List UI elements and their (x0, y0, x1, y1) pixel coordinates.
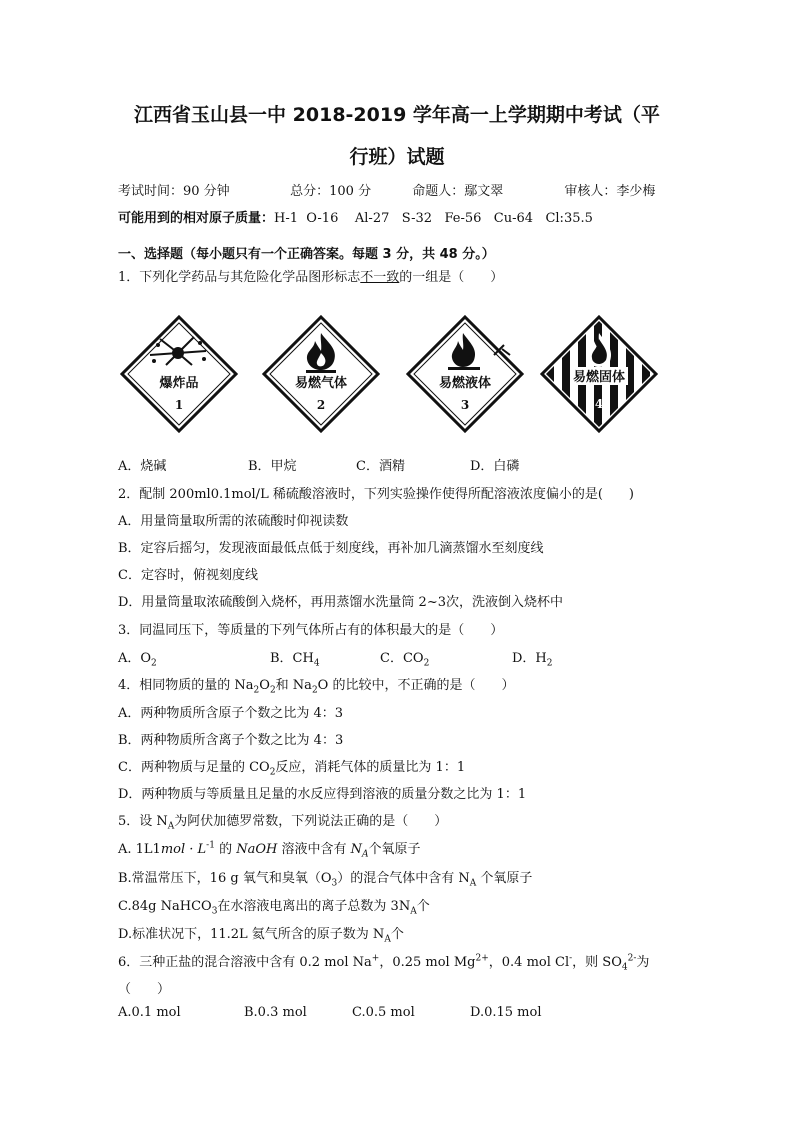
exam-meta (118, 180, 655, 199)
q4-stem: 4．相同物质的量的 $Na_2O_2$和 $Na_2O$ 的比较中，不正确的是（ ） (118, 678, 515, 696)
sign-number: 2 (316, 398, 326, 412)
exam-author: 命题人：鄢文翠 (412, 184, 504, 199)
sign-number: 1 (174, 398, 184, 412)
q2-option-c: C．定容时，俯视刻度线 (118, 568, 258, 583)
atomic-mass-label: 可能用到的相对原子质量： (118, 211, 275, 226)
exam-reviewer: 审核人：李少梅 (564, 184, 656, 199)
q5-option-d: D.标准状况下，11.2L 氦气所含的原子数为 $N_A$个 (118, 927, 404, 945)
exam-score: 总分：100 分 (290, 184, 372, 199)
q4-option-c: C．两种物质与足量的 $CO_2$反应，消耗气体的质量比为 1：1 (118, 760, 466, 778)
q4-option-a: A．两种物质所含原子个数之比为 4：3 (118, 706, 344, 721)
q2-option-a: A．用量筒量取所需的浓硫酸时仰视读数 (118, 514, 349, 529)
q1-underline: 不一致 (360, 270, 400, 285)
q6-option-b: B.0.3 mol (244, 1005, 307, 1020)
q3-stem: 3．同温同压下，等质量的下列气体所占有的体积最大的是（ ） (118, 623, 504, 638)
q5-option-c: C.84g NaHCO$_3$在水溶液电离出的离子总数为 $3N_A$个 (118, 899, 430, 917)
q1-option-d: D．白磷 (470, 459, 520, 474)
q3-option-b: B．$CH_4$ (270, 651, 320, 669)
q4-option-d: D．两种物质与等质量且足量的水反应得到溶液的质量分数之比为 1：1 (118, 787, 527, 802)
q1-option-b: B．甲烷 (248, 459, 297, 474)
flammable-solid-sign (540, 315, 658, 433)
sign-label: 易燃液体 (438, 376, 491, 391)
hazard-signs (120, 315, 660, 425)
title-line-1: 江西省玉山县一中 2018-2019 学年高一上学期期中考试（平 (134, 104, 660, 126)
q2-option-b: B．定容后摇匀，发现液面最低点低于刻度线，再补加几滴蒸馏水至刻度线 (118, 541, 544, 556)
q5-stem: 5．设 $N_A$为阿伏加德罗常数，下列说法正确的是（ ） (118, 814, 448, 832)
q6-option-c: C.0.5 mol (352, 1005, 415, 1020)
q1-option-a: A．烧碱 (118, 459, 167, 474)
q1-option-c: C．酒精 (356, 459, 405, 474)
sign-label: 爆炸品 (159, 376, 199, 391)
atomic-mass-line (118, 207, 593, 226)
q1-stem: 1．下列化学药品与其危险化学品图形标志不一致的一组是（ ） (118, 270, 504, 285)
section-heading: 一、选择题（每小题只有一个正确答案。每题 3 分，共 48 分。） (118, 247, 495, 262)
q6-option-a: A.0.1 mol (118, 1005, 181, 1020)
q5-option-b: B.常温常压下，16 g 氧气和臭氧$(O_3)$的混合气体中含有 $N_A$ 个氧原子 (118, 871, 533, 889)
q5-option-a: A. $1L1mol \cdot L^{-1}$ 的 NaOH 溶液中含有 $N_A$个氧原子 (118, 840, 421, 860)
q3-option-a: A．$O_2$ (118, 651, 157, 669)
sign-label: 易燃气体 (294, 376, 347, 391)
flammable-gas-sign (262, 315, 380, 433)
q6-paren: （ ） (118, 982, 171, 997)
q6-option-d: D.0.15 mol (470, 1005, 542, 1020)
sign-label: 易燃固体 (572, 370, 625, 385)
q6-stem: 6．三种正盐的混合溶液中含有 0.2 mol Na+，0.25 mol $Mg^{2+}$，0.4 mol Cl-，则 $SO_4^{2-}$为 (118, 953, 650, 973)
atomic-mass-values: H-1 O-16 Al-27 S-32 Fe-56 Cu-64 Cl:35.5 (274, 211, 593, 226)
q3-option-d: D．$H_2$ (512, 651, 553, 669)
sign-number: 3 (460, 398, 470, 412)
flammable-liquid-sign (406, 315, 524, 433)
title-line-2: 行班）试题 (349, 146, 445, 168)
q3-option-c: C．$CO_2$ (380, 651, 430, 669)
q4-option-b: B．两种物质所含离子个数之比为 4：3 (118, 733, 344, 748)
exam-time: 考试时间：90 分钟 (118, 184, 230, 199)
q2-stem: 2．配制 200ml0.1mol/L 稀硫酸溶液时，下列实验操作使得所配溶液浓度偏小的是( ) (118, 487, 634, 502)
q2-option-d: D．用量筒量取浓硫酸倒入烧杯，再用蒸馏水洗量筒 2~3次，洗液倒入烧杯中 (118, 595, 563, 610)
sign-number: 4 (594, 397, 604, 411)
explosive-sign (120, 315, 238, 433)
